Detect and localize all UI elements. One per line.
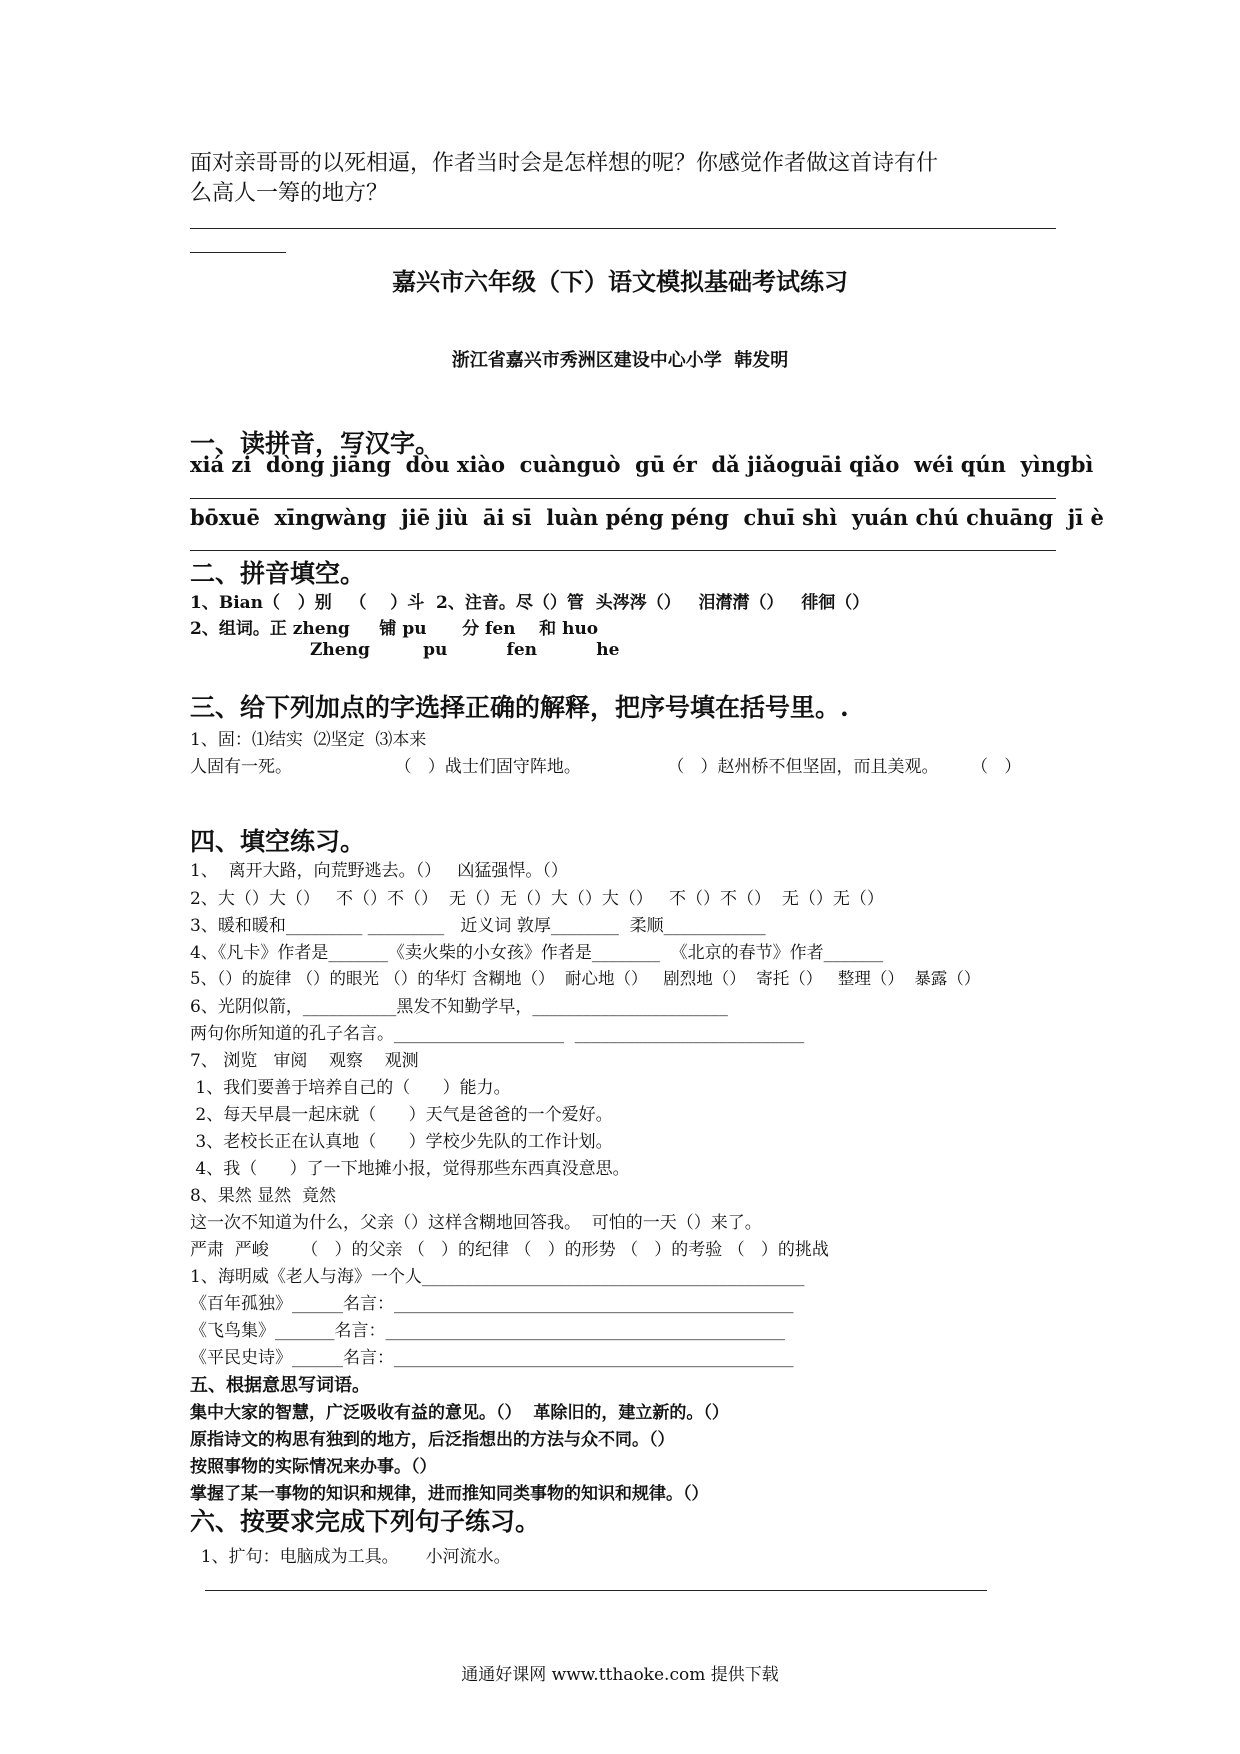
footer-text: 通通好课网 www.tthaoke.com 提供下载 [461, 1665, 779, 1685]
fill-line: 4、《凡卡》作者是_______《卖火柴的小女孩》作者是________ 《北京的春节》作者_______ [190, 943, 884, 963]
intro-line-1: 面对亲哥哥的以死相逼，作者当时会是怎样想的呢？你感觉作者做这首诗有什 [190, 151, 939, 176]
fill-line: 4、我（ ）了一下地摊小报，觉得那些东西真没意思。 [190, 1159, 630, 1179]
section-3-line-1: 1、固：⑴结实 ⑵坚定 ⑶本来 [190, 730, 427, 750]
section-6-heading: 六、按要求完成下列句子练习。 [190, 1507, 541, 1536]
fill-line: 1、我们要善于培养自己的（ ）能力。 [190, 1078, 511, 1098]
fill-line: 严肃 严峻 （ ）的父亲 （ ）的纪律 （ ）的形势 （ ）的考验 （ ）的挑战 [190, 1240, 829, 1260]
fill-line: 两句你所知道的孔子名言。____________________ ___________________________ [190, 1024, 805, 1044]
fill-line: 2、每天早晨一起床就（ ）天气是爸爸的一个爱好。 [190, 1105, 613, 1125]
fill-line: 8、果然 显然 竟然 [190, 1186, 337, 1206]
fill-line: 2、大（）大（） 不（）不（） 无（）无（）大（）大（） 不（）不（） 无（）无（） [190, 889, 884, 909]
definition-line: 集中大家的智慧，广泛吸收有益的意见。（） 革除旧的，建立新的。（） [190, 1403, 729, 1423]
definition-line: 掌握了某一事物的知识和规律，进而推知同类事物的知识和规律。（） [190, 1484, 709, 1504]
section-2-line-2: 2、组词。正 zheng 铺 pu 分 fen 和 huo [190, 619, 599, 639]
author-line: 浙江省嘉兴市秀洲区建设中心小学 韩发明 [451, 350, 789, 371]
fill-line: 1、海明威《老人与海》一个人_____________________________________________ [190, 1267, 805, 1287]
section-3-line-2: 人固有一死。 （ ）战士们固守阵地。 （ ）赵州桥不但坚固，而且美观。 （ ） [190, 757, 1022, 777]
section-4-heading: 四、填空练习。 [190, 827, 366, 856]
fill-line: 3、老校长正在认真地（ ）学校少先队的工作计划。 [190, 1132, 613, 1152]
fill-line: 3、暖和暖和_________ _________ 近义词 敦厚________ 柔顺____________ [190, 916, 766, 936]
section-3-heading: 三、给下列加点的字选择正确的解释，把序号填在括号里。. [190, 693, 849, 722]
fill-line: 7、 浏览 审阅 观察 观测 [190, 1051, 419, 1071]
section-2-heading: 二、拼音填空。 [190, 559, 366, 588]
fill-line: 《平民史诗》______名言：_______________________________________________ [190, 1348, 794, 1368]
pinyin-line-1: xiá zi dòng jiāng dòu xiào cuànguò gū ér dǎ jiǎoguāi qiǎo wéi qún yìngbì [190, 452, 1094, 477]
page-title: 嘉兴市六年级（下）语文模拟基础考试练习 [392, 267, 848, 296]
fill-line: 这一次不知道为什么，父亲（）这样含糊地回答我。 可怕的一天（）来了。 [190, 1213, 762, 1233]
section-1-heading: 一、读拼音，写汉字。 [190, 429, 441, 458]
intro-line-2: 么高人一筹的地方？ [190, 181, 389, 206]
section-5-heading: 五、根据意思写词语。 [190, 1375, 370, 1396]
section-2-line-3: Zheng pu fen he [310, 640, 620, 660]
answer-rule-short [190, 252, 286, 253]
answer-rule [205, 1590, 987, 1591]
pinyin-line-2: bōxuē xīngwàng jiē jiù āi sī luàn péng péng chuī shì yuán chú chuāng jī è [190, 505, 1104, 530]
fill-line: 5、（）的旋律 （）的眼光 （）的华灯 含糊地（） 耐心地（） 剧烈地（） 寄托（） 整理（） 暴露（） [190, 969, 981, 988]
answer-rule [190, 550, 1056, 551]
fill-line: 1、 离开大路，向荒野逃去。（） 凶猛强悍。（） [190, 861, 568, 881]
fill-line: 6、光阴似箭，___________黑发不知勤学早，_______________________ [190, 997, 728, 1017]
answer-rule [190, 228, 1056, 229]
section-6-line-1: 1、扩句：电脑成为工具。 小河流水。 [190, 1547, 511, 1567]
answer-rule [190, 498, 1056, 499]
fill-line: 《飞鸟集》_______名言：_______________________________________________ [190, 1321, 785, 1341]
definition-line: 原指诗文的构思有独到的地方，后泛指想出的方法与众不同。（） [190, 1430, 675, 1450]
section-2-line-1: 1、Bian（ ）别 （ ）斗 2、注音。尽（）管 头涔涔（） 泪潸潸（） 徘徊（） [190, 593, 870, 613]
definition-line: 按照事物的实际情况来办事。（） [190, 1457, 437, 1477]
fill-line: 《百年孤独》______名言：_______________________________________________ [190, 1294, 794, 1314]
